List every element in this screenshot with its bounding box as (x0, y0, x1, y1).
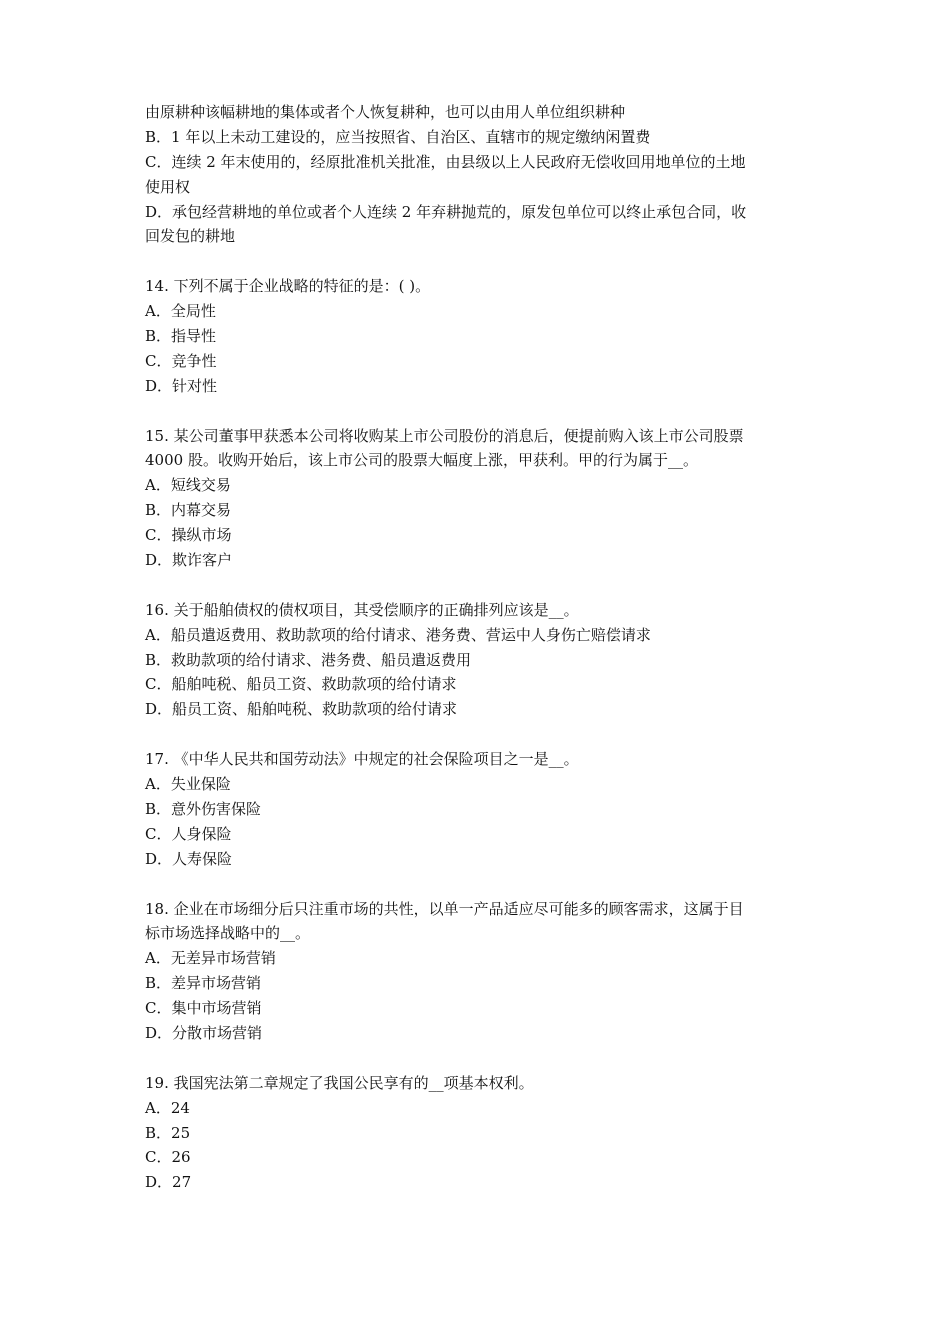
option-d: D．27 (145, 1173, 192, 1192)
option-a: A．全局性 (145, 302, 216, 321)
question-stem: 标市场选择战略中的__。 (145, 924, 311, 943)
question-15 (145, 424, 825, 573)
question-14 (145, 274, 825, 398)
option-b: B．25 (145, 1123, 191, 1142)
option-a: A．24 (145, 1098, 190, 1117)
question-stem: 15. 某公司董事甲获悉本公司将收购某上市公司股份的消息后，便提前购入该上市公司股票 (145, 426, 744, 445)
option-b: B．内幕交易 (145, 501, 232, 520)
question-16 (145, 598, 825, 722)
question-stem: 18. 企业在市场细分后只注重市场的共性，以单一产品适应尽可能多的顾客需求，这属于目 (145, 899, 744, 918)
option-c: C．船舶吨税、船员工资、救助款项的给付请求 (145, 675, 457, 694)
spacer (145, 249, 825, 274)
spacer (145, 1046, 825, 1071)
option-a: A．无差异市场营销 (145, 949, 276, 968)
spacer (145, 722, 825, 747)
option-c: C．人身保险 (145, 824, 232, 843)
option-c: C．竞争性 (145, 351, 217, 370)
text-line: 由原耕种该幅耕地的集体或者个人恢复耕种，也可以由用人单位组织耕种 (145, 103, 626, 121)
option-d: D．船员工资、船舶吨税、救助款项的给付请求 (145, 700, 458, 719)
question-stem: 14. 下列不属于企业战略的特征的是：( )。 (145, 277, 431, 296)
intro-block (145, 100, 825, 249)
spacer (145, 872, 825, 897)
option-a: A．失业保险 (145, 775, 231, 794)
option-d: D．欺诈客户 (145, 551, 233, 570)
question-19 (145, 1071, 825, 1195)
question-stem: 4000 股。收购开始后，该上市公司的股票大幅度上涨，甲获利。甲的行为属于__。 (145, 451, 698, 470)
text-line: 使用权 (145, 177, 191, 196)
option-a: A．短线交易 (145, 476, 231, 495)
option-d: D．承包经营耕地的单位或者个人连续 2 年弃耕抛荒的，原发包单位可以终止承包合同，收 (145, 202, 747, 221)
option-c: C．连续 2 年末使用的，经原批准机关批准，由县级以上人民政府无偿收回用地单位的土地 (145, 152, 746, 171)
spacer (145, 573, 825, 598)
option-b: B．指导性 (145, 327, 217, 346)
option-b: B．意外伤害保险 (145, 799, 262, 818)
option-a: A．船员遣返费用、救助款项的给付请求、港务费、营运中人身伤亡赔偿请求 (145, 625, 651, 644)
option-d: D．分散市场营销 (145, 1023, 263, 1042)
document-content (145, 100, 825, 1195)
option-c: C．26 (145, 1148, 191, 1167)
option-b: B．1 年以上未动工建设的，应当按照省、自治区、直辖市的规定缴纳闲置费 (145, 127, 651, 146)
option-d: D．针对性 (145, 376, 218, 395)
option-b: B．救助款项的给付请求、港务费、船员遣返费用 (145, 650, 472, 669)
question-stem: 19. 我国宪法第二章规定了我国公民享有的__项基本权利。 (145, 1073, 534, 1092)
option-b: B．差异市场营销 (145, 974, 262, 993)
question-stem: 17. 《中华人民共和国劳动法》中规定的社会保险项目之一是__。 (145, 750, 579, 769)
question-18 (145, 897, 825, 1046)
option-c: C．集中市场营销 (145, 999, 262, 1018)
option-c: C．操纵市场 (145, 526, 232, 545)
question-stem: 16. 关于船舶债权的债权项目，其受偿顺序的正确排列应该是__。 (145, 600, 579, 619)
spacer (145, 399, 825, 424)
text-line: 回发包的耕地 (145, 227, 236, 246)
option-d: D．人寿保险 (145, 849, 233, 868)
question-17 (145, 747, 825, 871)
